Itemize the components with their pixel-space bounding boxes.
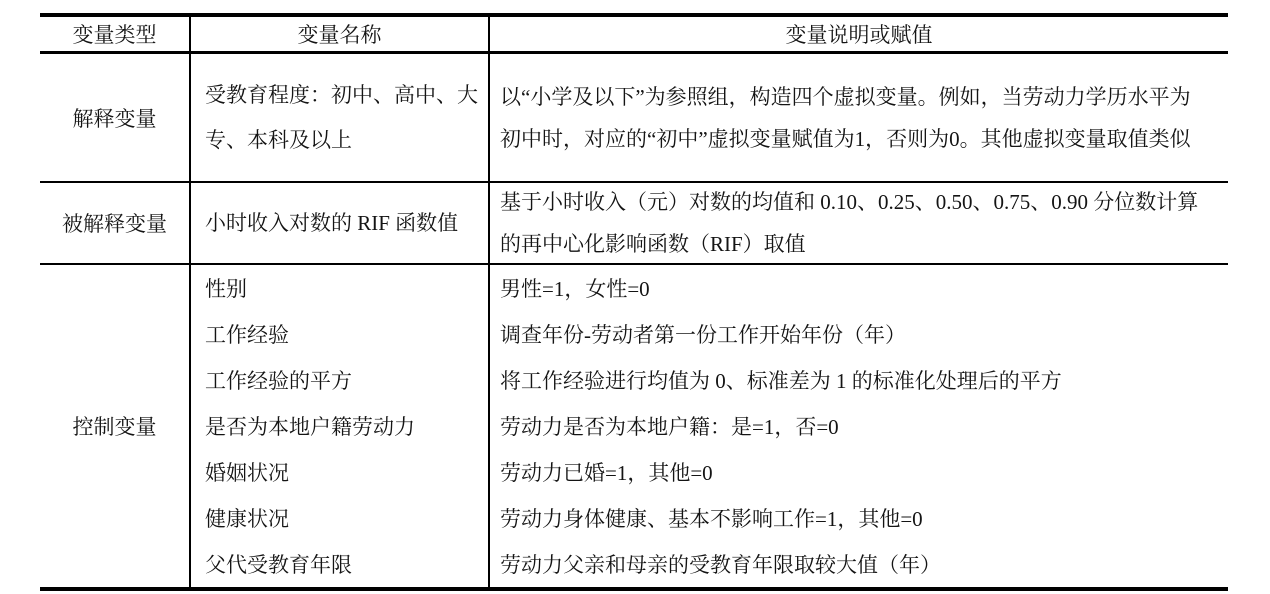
explanatory-description-text: 以“小学及以下”为参照组，构造四个虚拟变量。例如，当劳动力学历水平为初中时，对应的“初中”虚拟变量赋值为1，否则为0。其他虚拟变量取值类似	[500, 84, 1191, 151]
control-variable-description: 劳动力是否为本地户籍：是=1，否=0	[500, 415, 839, 439]
control-type-cell: 控制变量	[40, 265, 191, 587]
control-variable-description: 男性=1，女性=0	[500, 277, 650, 301]
dependent-type-cell: 被解释变量	[40, 183, 191, 263]
explanatory-type-cell: 解释变量	[40, 54, 191, 181]
dependent-description-cell	[490, 183, 1228, 263]
row-control-variables	[40, 265, 1228, 587]
dependent-name-text: 小时收入对数的 RIF 函数值	[205, 210, 459, 235]
explanatory-name-cell	[191, 54, 490, 181]
header-variable-type: 变量类型	[40, 17, 191, 51]
control-variable-name: 婚姻状况	[205, 461, 289, 485]
control-variable-name: 健康状况	[205, 507, 289, 531]
control-descriptions-cell	[490, 265, 1228, 587]
explanatory-name-text: 受教育程度：初中、高中、大专、本科及以上	[205, 82, 478, 152]
header-variable-description: 变量说明或赋值	[785, 23, 933, 47]
table-header-row	[40, 17, 1228, 54]
dependent-name-cell	[191, 183, 490, 263]
control-variable-description: 劳动力已婚=1，其他=0	[500, 461, 713, 485]
row-explanatory-variable	[40, 54, 1228, 183]
dependent-description-text: 基于小时收入（元）对数的均值和 0.10、0.25、0.50、0.75、0.90 分位数计算的再中心化影响函数（RIF）取值	[500, 190, 1199, 256]
row-dependent-variable	[40, 183, 1228, 265]
control-names-cell	[191, 265, 490, 587]
explanatory-description-cell	[490, 54, 1228, 181]
control-variable-name: 工作经验的平方	[205, 369, 352, 393]
control-variable-name: 父代受教育年限	[205, 553, 352, 577]
variables-definition-table	[40, 13, 1228, 591]
control-variable-description: 劳动力身体健康、基本不影响工作=1，其他=0	[500, 507, 923, 531]
control-variable-name: 工作经验	[205, 323, 289, 347]
header-variable-name: 变量名称	[191, 17, 490, 51]
control-variable-name: 性别	[205, 277, 247, 301]
control-variable-name: 是否为本地户籍劳动力	[205, 415, 415, 439]
control-variable-description: 劳动力父亲和母亲的受教育年限取较大值（年）	[500, 553, 941, 577]
control-variable-description: 将工作经验进行均值为 0、标准差为 1 的标准化处理后的平方	[500, 369, 1062, 393]
control-variable-description: 调查年份-劳动者第一份工作开始年份（年）	[500, 323, 906, 347]
